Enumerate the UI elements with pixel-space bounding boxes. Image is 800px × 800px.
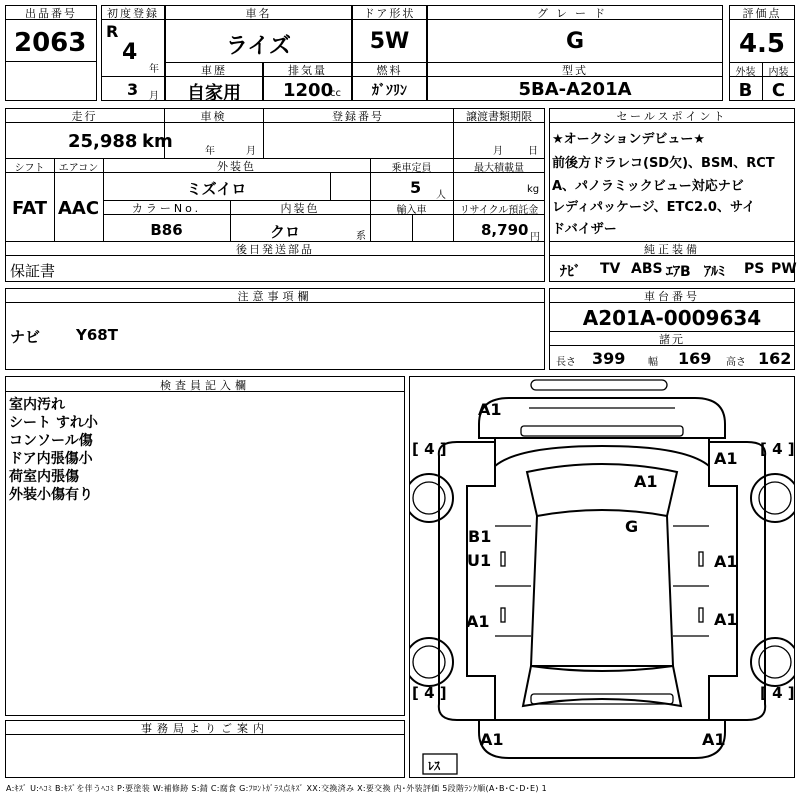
genuine-equipment-label: 純正装備 bbox=[644, 243, 700, 256]
load-label: 最大積載量 bbox=[474, 163, 524, 174]
grade: G bbox=[565, 29, 585, 54]
genuine-item: ｱﾙﾐ bbox=[704, 264, 725, 280]
damage-mark: A1 bbox=[714, 610, 738, 629]
damage-mark: A1 bbox=[714, 449, 738, 468]
damage-mark: A1 bbox=[478, 400, 502, 419]
history-label: 車歴 bbox=[201, 64, 227, 77]
genuine-item: ｴｱB bbox=[666, 264, 691, 280]
specs-label: 諸元 bbox=[659, 333, 685, 346]
model-name: ライズ bbox=[225, 34, 292, 59]
month-unit: 月 bbox=[149, 91, 159, 102]
mileage-unit: km bbox=[142, 131, 173, 152]
lot-number-label: 出品番号 bbox=[25, 7, 77, 20]
transfer-month-unit: 月 bbox=[493, 146, 503, 157]
int-color: クロ bbox=[269, 223, 300, 241]
length: 399 bbox=[592, 349, 626, 368]
tire-tread-front-left: [ 4 ] bbox=[412, 440, 447, 458]
tire-tread-rear-left: [ 4 ] bbox=[412, 684, 447, 702]
damage-mark: U1 bbox=[467, 551, 492, 570]
reg-number-label: 登録番号 bbox=[332, 110, 384, 123]
tire-tread-rear-right: [ 4 ] bbox=[760, 684, 795, 702]
mileage-label: 走行 bbox=[71, 110, 98, 123]
overall-score: 4.5 bbox=[738, 29, 786, 59]
car-diagram bbox=[409, 376, 795, 778]
spare-tire-status: ﾚｽ bbox=[428, 759, 441, 773]
ext-color: ミズイロ bbox=[186, 180, 247, 198]
ac-label: エアコン bbox=[58, 163, 99, 174]
transfer-day-unit: 日 bbox=[528, 146, 538, 157]
load-unit: kg bbox=[527, 184, 540, 195]
genuine-item: PS bbox=[744, 261, 765, 277]
reg-month: 3 bbox=[127, 80, 139, 99]
inspector-note: コンソール傷 bbox=[9, 433, 93, 449]
selling-points-label: セールスポイント bbox=[616, 110, 728, 123]
fuel: ｶﾞｿﾘﾝ bbox=[372, 83, 407, 99]
int-color-unit: 系 bbox=[356, 231, 366, 242]
displacement-label: 排気量 bbox=[288, 64, 327, 77]
grade-label: グレード bbox=[537, 7, 613, 20]
damage-mark: A1 bbox=[634, 472, 658, 491]
inspection-label: 車検 bbox=[200, 110, 227, 123]
later-parts-label: 後日発送部品 bbox=[236, 243, 314, 256]
color-number-label: カラーNo. bbox=[131, 202, 202, 215]
int-grade: C bbox=[771, 80, 786, 101]
door-type: 5W bbox=[369, 29, 410, 54]
height: 162 bbox=[758, 349, 792, 368]
insp-year-unit: 年 bbox=[205, 146, 215, 157]
chassis-label: 車台番号 bbox=[644, 290, 700, 303]
ext-grade: B bbox=[738, 80, 753, 101]
shift-label: シフト bbox=[14, 163, 45, 174]
model-type: 5BA-A201A bbox=[518, 79, 632, 100]
mileage: 25,988 bbox=[68, 131, 138, 152]
color-number: B86 bbox=[150, 221, 183, 239]
era: R bbox=[106, 22, 119, 41]
int-grade-label: 内装 bbox=[768, 67, 789, 78]
inspector-note: 室内汚れ bbox=[9, 397, 65, 413]
recycle-unit: 円 bbox=[530, 232, 540, 243]
insp-month-unit: 月 bbox=[246, 146, 256, 157]
door-label: ドア形状 bbox=[363, 7, 416, 20]
note-navi-model: Y68T bbox=[76, 326, 118, 344]
damage-mark: B1 bbox=[468, 527, 492, 546]
tire-tread-front-right: [ 4 ] bbox=[760, 440, 795, 458]
model-name-label: 車名 bbox=[245, 7, 272, 20]
later-parts: 保証書 bbox=[10, 262, 56, 280]
genuine-item: ﾅﾋﾞ bbox=[560, 264, 581, 280]
width-label: 幅 bbox=[648, 357, 658, 368]
score-label: 評価点 bbox=[742, 7, 782, 20]
genuine-item: PW bbox=[771, 261, 797, 277]
notes-label: 注意事項欄 bbox=[237, 290, 313, 303]
ext-grade-label: 外装 bbox=[735, 67, 756, 78]
inspector-note: ドア内張傷小 bbox=[9, 451, 93, 467]
shift: FAT bbox=[11, 198, 48, 219]
damage-mark: A1 bbox=[480, 730, 504, 749]
year-unit: 年 bbox=[149, 64, 159, 75]
selling-point-line: ドバイザー bbox=[552, 222, 617, 237]
selling-point-line: 前後方ドラレコ(SD欠)、BSM、RCT bbox=[552, 156, 775, 171]
int-color-label: 内装色 bbox=[280, 202, 320, 215]
recycle-label: リサイクル預託金 bbox=[459, 205, 539, 216]
reg-year: 4 bbox=[122, 40, 138, 65]
displacement-unit: cc bbox=[330, 88, 341, 99]
inspector-label: 検査員記入欄 bbox=[160, 379, 250, 392]
displacement: 1200 bbox=[283, 80, 334, 101]
first-registration-label: 初度登録 bbox=[107, 7, 159, 20]
inspector-note: シート すれ小 bbox=[9, 415, 98, 431]
damage-mark: A1 bbox=[702, 730, 726, 749]
lot-number: 2063 bbox=[14, 28, 87, 58]
inspector-note: 荷室内張傷 bbox=[9, 469, 79, 485]
transfer-docs-label: 譲渡書類期限 bbox=[466, 110, 532, 123]
height-label: 高さ bbox=[726, 357, 746, 368]
ext-color-label: 外装色 bbox=[217, 160, 256, 173]
model-type-label: 型式 bbox=[562, 64, 588, 77]
capacity: 5 bbox=[410, 178, 422, 197]
damage-mark: A1 bbox=[714, 552, 738, 571]
inspector-note: 外装小傷有り bbox=[9, 487, 93, 503]
selling-point-line: A、パノラミックビュー対応ナビ bbox=[552, 179, 744, 194]
damage-mark: A1 bbox=[466, 612, 490, 631]
chassis-number: A201A-0009634 bbox=[582, 306, 762, 330]
recycle-deposit: 8,790 bbox=[481, 221, 529, 239]
office-label: 事務局よりご案内 bbox=[141, 722, 269, 735]
damage-mark: G bbox=[625, 517, 639, 536]
capacity-unit: 人 bbox=[436, 190, 446, 201]
genuine-item: TV bbox=[600, 261, 621, 277]
width: 169 bbox=[678, 349, 712, 368]
fuel-label: 燃料 bbox=[376, 64, 403, 77]
history: 自家用 bbox=[187, 83, 241, 104]
length-label: 長さ bbox=[556, 357, 576, 368]
legend: A:ｷｽﾞ U:ﾍｺﾐ B:ｷｽﾞを伴うﾍｺﾐ P:要塗装 W:補修跡 S:錆 C:腐食 G:ﾌﾛﾝﾄｶﾞﾗｽ点ｷｽﾞ XX:交換済み X:要交換 内･外装評価 5段階ﾗﾝｸ順(A･B･C･D･E) 1 bbox=[6, 784, 547, 793]
genuine-item: ABS bbox=[631, 261, 663, 277]
selling-point-line: ★オークションデビュー★ bbox=[552, 132, 706, 147]
air-conditioner: AAC bbox=[57, 198, 100, 219]
capacity-label: 乗車定員 bbox=[391, 163, 432, 174]
import-label: 輸入車 bbox=[396, 205, 427, 216]
selling-point-line: レディパッケージ、ETC2.0、サイ bbox=[552, 200, 756, 215]
note-navi: ナビ bbox=[10, 328, 41, 346]
